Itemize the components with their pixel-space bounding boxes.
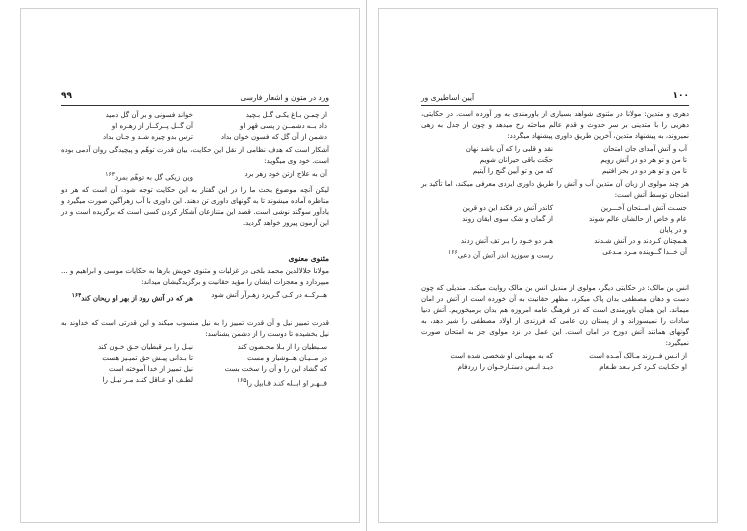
paragraph: آشکار است که هدف نظامی از نقل این حکایت، بیان قدرت توهّم و پیچیدگی روان آدمی بوده است. خود وی میگوید:: [61, 146, 329, 165]
paragraph: انس بن مالک: در حکایتی دیگر، مولوی از مندیل انس بن مالک روایت میکند. مندیلی که چون دست و دهان مصطفی بدان پاک میکرد، مظهر حقانیت به آن خورده است از آتش در امان میماند. این همان باورمندی است که در فرهنگ عامه امروزه هم بدان برمیخوریم. آتش دنیا سادات را نمیسوزاند و از پستان زن عامی که فرزندی از اولاد مصطفی را شیر دهد، به گونهای همانند آتش دوزخ در امان است. این عمل در نزد مولوی جز به امتحان صورت نمیگیرد:: [421, 284, 689, 348]
verse-hemistich: که گشاد این را و آن را سخت بست: [224, 364, 327, 373]
right-page-number: ۱۰۰: [672, 91, 689, 101]
verse-hemistich: دشمن از آن گل که فسون خوان بداد: [220, 133, 327, 141]
book-gutter: [366, 0, 367, 531]
verse-hemistich: آن به علاج ازتن خود زهر برد: [244, 170, 327, 178]
verse-hemistich: دیـد انـس دستـارخـوان را زردفام: [457, 363, 553, 372]
verse-hemistich: وین زیکی گل به توهّم بمرد$^{۱۶۳}$: [105, 171, 193, 182]
verse-line: [421, 214, 689, 225]
verse-hemistich: آب و آتش آمدای جان امتحان: [603, 145, 687, 153]
verse-line: [61, 169, 329, 183]
left-page-body: [61, 89, 329, 504]
verse-hemistich: آن گــل پــرکــار از زهـره او: [111, 122, 193, 130]
verse-line: [421, 351, 689, 362]
verse-hemistich: تا بـدانی پیـش حق تمیـیز هست: [102, 353, 193, 362]
left-page-number: ۹۹: [61, 91, 72, 101]
section-title: مثنوی معنوی: [288, 254, 329, 264]
verse-hemistich: که به مهمانی او شخصی شده است: [450, 352, 553, 361]
verse-hemistich: حجّت باقی حیرانان شویم: [479, 156, 553, 164]
verse-hemistich: رست و سوزید اندر آتش آن دعی$^{۱۶۶}$: [448, 249, 553, 260]
verse-hemistich: و در پایان: [659, 226, 687, 234]
verse-hemistich: آن خــدا گــوینده مـرد مـدعی: [602, 248, 687, 256]
verse-hemistich: نیل تمییز از خدا آموخته است: [108, 364, 193, 373]
verse-line: [61, 110, 329, 121]
verse-hemistich: که من و تو آیین گنج را آیتیم: [472, 167, 553, 175]
verse-line: [421, 203, 689, 214]
verse-hemistich: لطـف او عـاقل کنـد مـر نیـل را: [102, 375, 193, 384]
verse-block: [421, 144, 689, 177]
verse-hemistich: داد بــه دشمــن ز پسی قهر او: [240, 122, 327, 130]
verse-line: [421, 236, 689, 247]
verse-line: [421, 166, 689, 177]
left-running-title: ورد در متون و اشعار فارسی: [240, 93, 329, 102]
verse-block: [421, 351, 689, 373]
verse-hemistich: از چمـن بـاغ یکـی گـل بـچید: [245, 111, 327, 119]
verse-line: [61, 364, 329, 375]
verse-hemistich: او حکـایت کـرد کـز بـعد طـعام: [599, 363, 687, 372]
verse-hemistich: هر که در آتش رود از بهر او ریحان کند$^{۱۶۴}$: [71, 292, 193, 303]
verse-line: [421, 144, 689, 155]
verse-hemistich: قــهـر او ابــله کنـد قـابیل را$^{۱۶۵}$: [236, 376, 327, 387]
verse-hemistich: [421, 225, 555, 236]
verse-hemistich: خواند فسونی و بر آن گل دمید: [105, 111, 193, 119]
verse-line: [61, 342, 329, 353]
verse-block: [61, 110, 329, 143]
verse-hemistich: سـبطیان را از بـلا محـصون کند: [237, 342, 327, 351]
verse-hemistich: هــرکــه در کـی گـریزد زهـرآر آتش شود: [211, 291, 327, 300]
verse-line: [421, 247, 689, 261]
paragraph: لیکن آنچه موضوع بحث ما را در این گفتار به این حکایت توجه شود، آن است که هر دو مناظره آماده میشوند تا به گونهای داوری تن دهند. این داوری با آب زهرآگین صورت میگیرد و یادآور سوگند نوشی است. قصد این متنازعان آشکار کردن کسی است که برگزیده است و در این آزمون پیروز خواهد گردید.: [61, 186, 329, 228]
verse-block: [61, 342, 329, 389]
verse-block: [61, 290, 329, 303]
footnote-marker: ۱۶۴: [71, 292, 82, 300]
verse-hemistich: ترس بدو چیره شـد و جـان بداد: [103, 133, 193, 141]
footnote-marker: ۱۶۵: [236, 376, 247, 384]
footnote-marker: ۱۶۳: [105, 171, 115, 178]
right-running-title: آیین اساطیری ور: [421, 93, 475, 102]
paragraph: مولانا جلالالدین محمد بلخی در غزلیات و مثنوی خویش بارها به حکایات موسی و ابراهیم و ... میپردازد و معجزات ایشان را مؤید حقانیت و برگزیدگیشان میداند:: [61, 267, 329, 287]
right-page-body: [421, 89, 689, 504]
verse-line: [421, 225, 689, 236]
verse-line: [61, 375, 329, 389]
verse-hemistich: از گمان و شک سوی ایقان روند: [462, 215, 553, 223]
verse-hemistich: نیـل را بـر قبطیان حـق خـون کند: [97, 342, 193, 351]
verse-hemistich: هـمچنان کـردند و در آتش شـدند: [594, 237, 687, 245]
verse-block: [61, 169, 329, 183]
verse-hemistich: تا من و تو هر دو در بحر افتیم: [602, 167, 687, 175]
verse-line: [421, 155, 689, 166]
verse-line: [61, 121, 329, 132]
verse-block: [421, 203, 689, 261]
verse-hemistich: هـر دو خـود را بـر تف آتش زدند: [460, 237, 553, 245]
verse-hemistich: کاندر آتش در فکند این دو قرین: [462, 204, 553, 212]
verse-hemistich: جسـت آتش امــتحان آخـــرین: [600, 204, 687, 212]
right-page: [378, 8, 718, 523]
verse-hemistich: عام و خاص از حالشان عالم شوند: [589, 215, 687, 223]
verse-hemistich: در مــیـان هــوشیار و مست: [247, 353, 327, 362]
verse-hemistich: تا من و تو هر دو در آتش رویم: [600, 156, 687, 164]
paragraph: دهری و متدین: مولانا در مثنوی شواهد بسیاری از باورمندی به ور آورده است. در حکایتی، دهریی را با متدینی بر سر حدوث و قدم عالم مباحثه رخ میدهد و چون از جدل به زهی نمیروند، به پیشنهاد متدین، آخرین طریق داوری پیشنهاد میگردد:: [421, 110, 689, 140]
left-page: [20, 8, 360, 523]
paragraph: هر چند مولوی از زبان آن متدین آب و آتش را طریق داوری ایزدی معرفی میکند، اما تأکید بر امتحان توسط آتش است:: [421, 180, 689, 199]
verse-hemistich: از انـس فــرزند مـالک آمـده است: [589, 352, 687, 361]
verse-line: [61, 132, 329, 143]
verse-line: [61, 353, 329, 364]
verse-line: [421, 362, 689, 373]
footnote-marker: ۱۶۶: [448, 249, 458, 256]
verse-hemistich: نقد و قلبی را که آن باشد نهان: [465, 145, 553, 153]
verse-line: [61, 290, 329, 303]
paragraph: قدرت تمییز نیل و آن قدرت تمییز را به نیل منسوب میکند و این قدرتی است که خداوند به نیل بخشیده تا دوست را از دشمن بشناسد:: [61, 318, 329, 338]
